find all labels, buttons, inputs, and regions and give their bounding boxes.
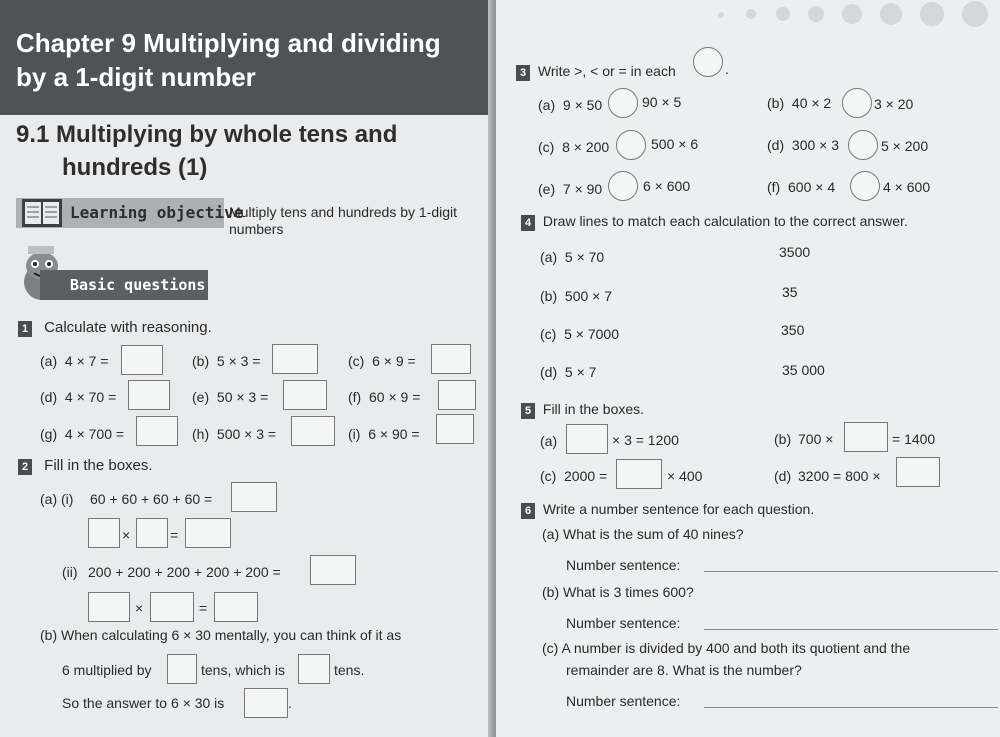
q1-answer-box-b[interactable] [272,344,318,374]
q3-item-e: (e) 7 × 90 [538,181,603,197]
q3-compare-circle-e[interactable] [608,171,638,201]
q2-b-answer-box[interactable] [244,688,288,718]
q6-header [521,500,814,519]
right-page [496,0,1000,737]
q3-item-c-rhs: 500 × 6 [651,136,699,152]
q2-header [18,456,153,476]
q4-calc-b: (b) 500 × 7 [540,288,613,304]
q3-item-a-rhs: 90 × 5 [642,94,682,110]
q3-compare-circle-a[interactable] [608,88,638,118]
q6-b-answer-line[interactable] [704,629,998,630]
q6-c-answer-line[interactable] [704,707,998,708]
q2-a-factor-box-1[interactable] [88,518,120,548]
q3-item-b: (b) 40 × 2 [767,95,832,111]
q2-ii-product-box[interactable] [214,592,258,622]
q6-c-question-line2: remainder are 8. What is the number? [566,662,802,678]
q2-ii-equals: = [199,600,208,616]
section-title-line2: hundreds (1) [62,154,208,181]
q2-ii-expression: 200 + 200 + 200 + 200 + 200 = [88,564,281,580]
q1-item-e: (e) 50 × 3 = [192,389,269,405]
q3-item-f: (f) 600 × 4 [767,179,836,195]
chapter-title-line1: Chapter 9 Multiplying and dividing [16,28,441,58]
q5-d-pre: 3200 = 800 × [798,468,881,484]
q1-item-g: (g) 4 × 700 = [40,426,125,442]
q6-a-number-sentence-label: Number sentence: [566,557,681,573]
q6-a-answer-line[interactable] [704,571,998,572]
q6-b-number-sentence-label: Number sentence: [566,615,681,631]
q1-header [18,318,212,338]
q2-b-line3a: So the answer to 6 × 30 is [62,695,225,711]
q2-b-result-tens-box[interactable] [298,654,330,684]
q2-a-product-box[interactable] [185,518,231,548]
q6-c-question-line1: (c) A number is divided by 400 and both its quotient and the [542,640,911,656]
q2-ii-sum-box[interactable] [310,555,356,585]
q5-title: Fill in the boxes. [542,401,645,417]
q3-header [516,62,676,81]
q3-compare-circle-f[interactable] [850,171,880,201]
q1-number: 1 [18,321,32,337]
q2-ii-factor-box-1[interactable] [88,592,130,622]
q1-item-a: (a) 4 × 7 = [40,353,109,369]
q1-answer-box-i[interactable] [436,414,474,444]
q1-title: Calculate with reasoning. [44,319,212,336]
q4-answer-2[interactable]: 35 [782,284,798,300]
q2-b-tens-box[interactable] [167,654,197,684]
q4-answer-1[interactable]: 3500 [779,244,811,260]
q2-a-expression: 60 + 60 + 60 + 60 = [90,491,213,507]
q2-b-line3b: . [288,695,292,711]
q2-ii-label: (ii) [62,564,78,580]
q2-ii-factor-box-2[interactable] [150,592,194,622]
q5-c-pre: 2000 = [564,468,608,484]
q6-number: 6 [521,503,535,519]
q6-title: Write a number sentence for each question. [542,501,815,517]
q3-item-c: (c) 8 × 200 [538,139,610,155]
q4-answer-4[interactable]: 35 000 [782,362,825,378]
q3-item-b-rhs: 3 × 20 [874,96,914,112]
q2-b-line2b: tens, which is [201,662,286,678]
q2-b-line2a: 6 multiplied by [62,662,152,678]
q2-b-line2c: tens. [334,662,365,678]
q2-number: 2 [18,459,32,475]
q4-calc-a: (a) 5 × 70 [540,249,605,265]
learning-objective-text2: numbers [229,221,284,237]
q1-answer-box-d[interactable] [128,380,170,410]
learning-objective-label: Learning objective [70,203,244,222]
q3-compare-circle-d[interactable] [848,130,878,160]
q4-title: Draw lines to match each calculation to the correct answer. [542,213,908,229]
q5-c-box[interactable] [616,459,662,489]
q2-a-label: (a) (i) [40,491,74,507]
q2-a-times: × [122,527,131,543]
q1-item-b: (b) 5 × 3 = [192,353,261,369]
decor-dot [842,4,862,24]
q1-answer-box-f[interactable] [438,380,476,410]
q5-number: 5 [521,403,535,419]
decor-dot [880,3,902,25]
q3-number: 3 [516,65,530,81]
q3-item-a: (a) 9 × 50 [538,97,603,113]
decor-dot [920,2,944,26]
q4-answer-3[interactable]: 350 [781,322,805,338]
q2-title: Fill in the boxes. [44,457,153,474]
q3-compare-circle-c[interactable] [616,130,646,160]
q4-calc-d: (d) 5 × 7 [540,364,597,380]
q5-d-label: (d) [774,468,792,484]
q4-number: 4 [521,215,535,231]
decor-dot [746,9,756,19]
q5-a-label: (a) [540,433,558,449]
decor-dot [718,12,724,18]
q5-a-box[interactable] [566,424,608,454]
q1-item-i: (i) 6 × 90 = [348,426,420,442]
q3-compare-circle-b[interactable] [842,88,872,118]
q2-b-line1: (b) When calculating 6 × 30 mentally, you can think of it as [40,627,402,643]
q2-a-factor-box-2[interactable] [136,518,168,548]
q5-c-post: × 400 [667,468,703,484]
learning-objective-text1: Multiply tens and hundreds by 1-digit [229,204,458,220]
q2-a-sum-box[interactable] [231,482,277,512]
q1-answer-box-h[interactable] [291,416,335,446]
q1-answer-box-c[interactable] [431,344,471,374]
q1-item-h: (h) 500 × 3 = [192,426,277,442]
decor-dot [808,6,824,22]
q3-item-f-rhs: 4 × 600 [883,179,931,195]
q6-a-question: (a) What is the sum of 40 nines? [542,526,744,542]
q5-b-label: (b) [774,431,792,447]
q1-answer-box-a[interactable] [121,345,163,375]
q5-b-pre: 700 × [798,431,834,447]
basic-questions-label: Basic questions [70,276,206,294]
q3-title: Write >, < or = in each [537,63,676,79]
left-page [0,0,494,737]
section-title-line1: 9.1 Multiplying by whole tens and [16,121,398,148]
q3-item-e-rhs: 6 × 600 [643,178,691,194]
q1-item-d: (d) 4 × 70 = [40,389,117,405]
q5-a-expression: × 3 = 1200 [612,432,679,448]
book-icon [18,194,66,232]
q6-c-number-sentence-label: Number sentence: [566,693,681,709]
q5-c-label: (c) [540,468,557,484]
q5-b-box[interactable] [844,422,888,452]
q5-b-post: = 1400 [892,431,936,447]
q3-title-end: . [725,61,729,77]
q5-header [521,400,644,419]
q1-item-c: (c) 6 × 9 = [348,353,416,369]
q4-calc-c: (c) 5 × 7000 [540,326,619,342]
decor-dot [962,1,988,27]
q3-example-circle [693,47,723,77]
q5-d-box[interactable] [896,457,940,487]
q4-header [521,212,908,231]
q3-item-d-rhs: 5 × 200 [881,138,929,154]
q2-a-equals: = [170,527,179,543]
q1-answer-box-g[interactable] [136,416,178,446]
decor-dot [776,7,790,21]
q6-b-question: (b) What is 3 times 600? [542,584,694,600]
q1-item-f: (f) 60 × 9 = [348,389,421,405]
q2-ii-times: × [135,600,144,616]
chapter-title-line2: by a 1-digit number [16,62,256,92]
q1-answer-box-e[interactable] [283,380,327,410]
q3-item-d: (d) 300 × 3 [767,137,840,153]
